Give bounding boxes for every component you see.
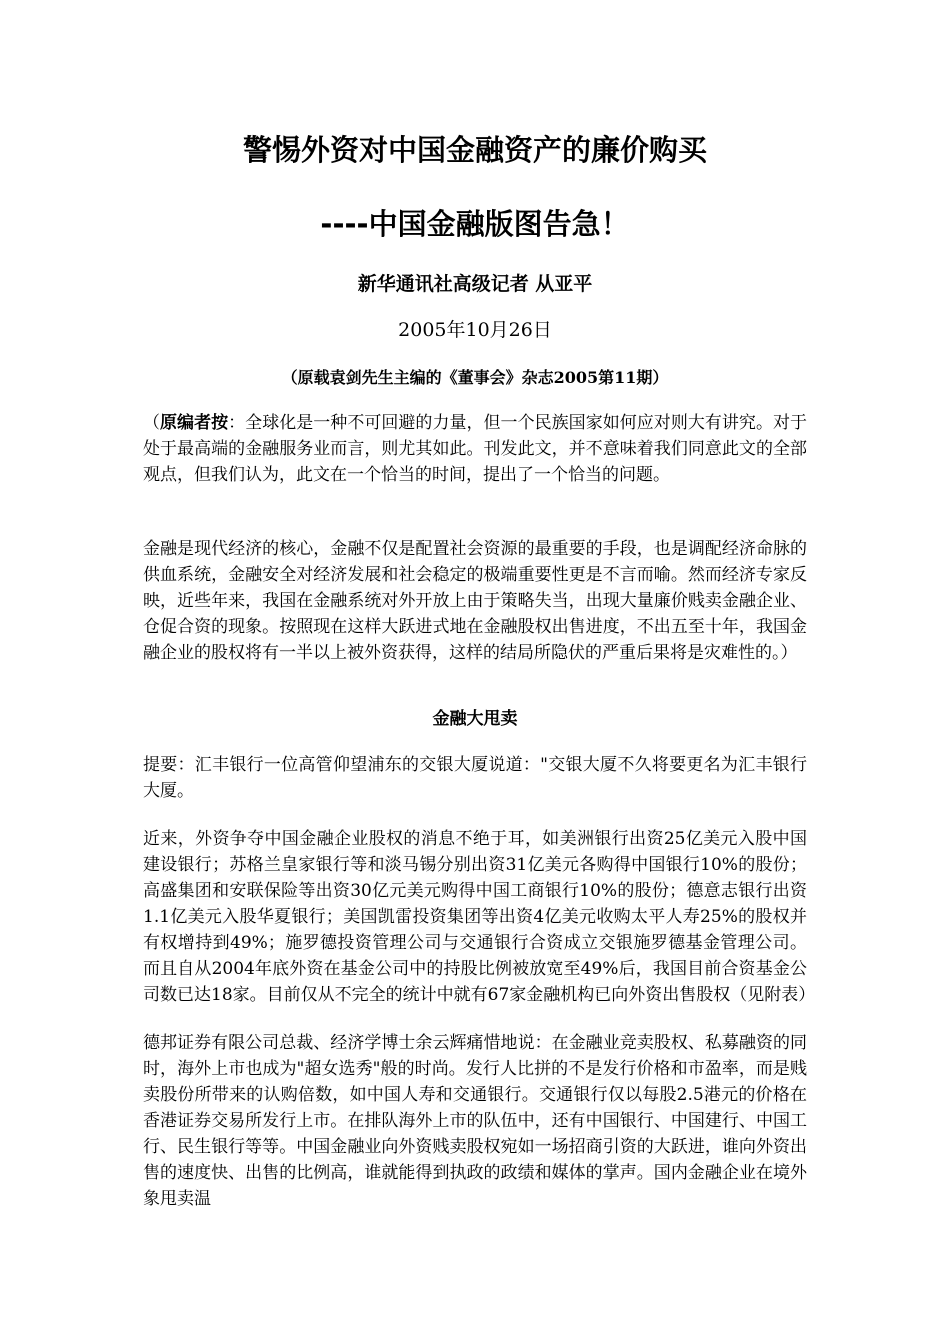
section-heading: 金融大甩卖 [432,709,518,729]
source-line: （原载袁剑先生主编的《董事会》杂志2005第11期） [281,368,669,387]
recent-paragraph: 近来，外资争夺中国金融企业股权的消息不绝于耳，如美洲银行出资25亿美元入股中国建设银行；苏格兰皇家银行等和淡马锡分别出资31亿美元各购得中国银行10%的股份；高盛集团和安联保险等出资30亿元美元购得中国工商银行10%的股份；德意志银行出资1.1亿美元入股华夏银行；美国凯雷投资集团等出资4亿美元收购太平人寿25%的股权并有权增持到49%；施罗德投资管理公司与交通银行合资成立交银施罗德基金管理公司。而且自从2004年底外资在基金公司中的持股比例被放宽至49%后，我国目前合资基金公司数已达18家。目前仅从不完全的统计中就有67家金融机构已向外资出售股权（见附表） [143,829,816,1005]
intro-paragraph: 金融是现代经济的核心，金融不仅是配置社会资源的最重要的手段，也是调配经济命脉的供血系统，金融安全对经济发展和社会稳定的极端重要性更是不言而喻。然而经济专家反映，近些年来，我国在金融系统对外开放上由于策略失当，出现大量廉价贱卖金融企业、仓促合资的现象。按照现在这样大跃进式地在金融股权出售进度，不出五至十年，我国金融企业的股权将有一半以上被外资获得，这样的结局所隐伏的严重后果将是灾难性的。） [143,539,807,663]
quote-paragraph: 德邦证券有限公司总裁、经济学博士余云辉痛惜地说：在金融业竞卖股权、私募融资的同时，海外上市也成为"超女选秀"般的时尚。发行人比拼的不是发行价格和市盈率，而是贱卖股份所带来的认购倍数，如中国人寿和交通银行。交通银行仅以每股2.5港元的价格在香港证券交易所发行上市。在排队海外上市的队伍中，还有中国银行、中国建行、中国工行、民生银行等等。中国金融业向外资贱卖股权宛如一场招商引资的大跃进，谁向外资出售的速度快、出售的比例高，谁就能得到执政的政绩和媒体的掌声。国内金融企业在境外象甩卖温 [143,1033,807,1209]
date-line: 2005年10月26日 [398,319,552,341]
article-title: 警惕外资对中国金融资产的廉价购买 [242,133,707,167]
editor-note-label: 原编者按 [160,413,229,433]
article-subtitle: ----中国金融版图告急！ [320,207,630,241]
editor-note-open: （ [143,413,161,433]
editor-note-text: ：全球化是一种不可回避的力量，但一个民族国家如何应对则大有讲究。对于处于最高端的金融服务业而言，则尤其如此。刊发此文，并不意味着我们同意此文的全部观点，但我们认为，此文在一个恰当的时间，提出了一个恰当的问题。 [143,413,808,485]
summary-paragraph: 提要：汇丰银行一位高管仰望浦东的交银大厦说道："交银大厦不久将要更名为汇丰银行大厦。 [143,755,807,801]
editor-note-paragraph [143,410,807,488]
author-line: 新华通讯社高级记者 从亚平 [357,273,593,295]
